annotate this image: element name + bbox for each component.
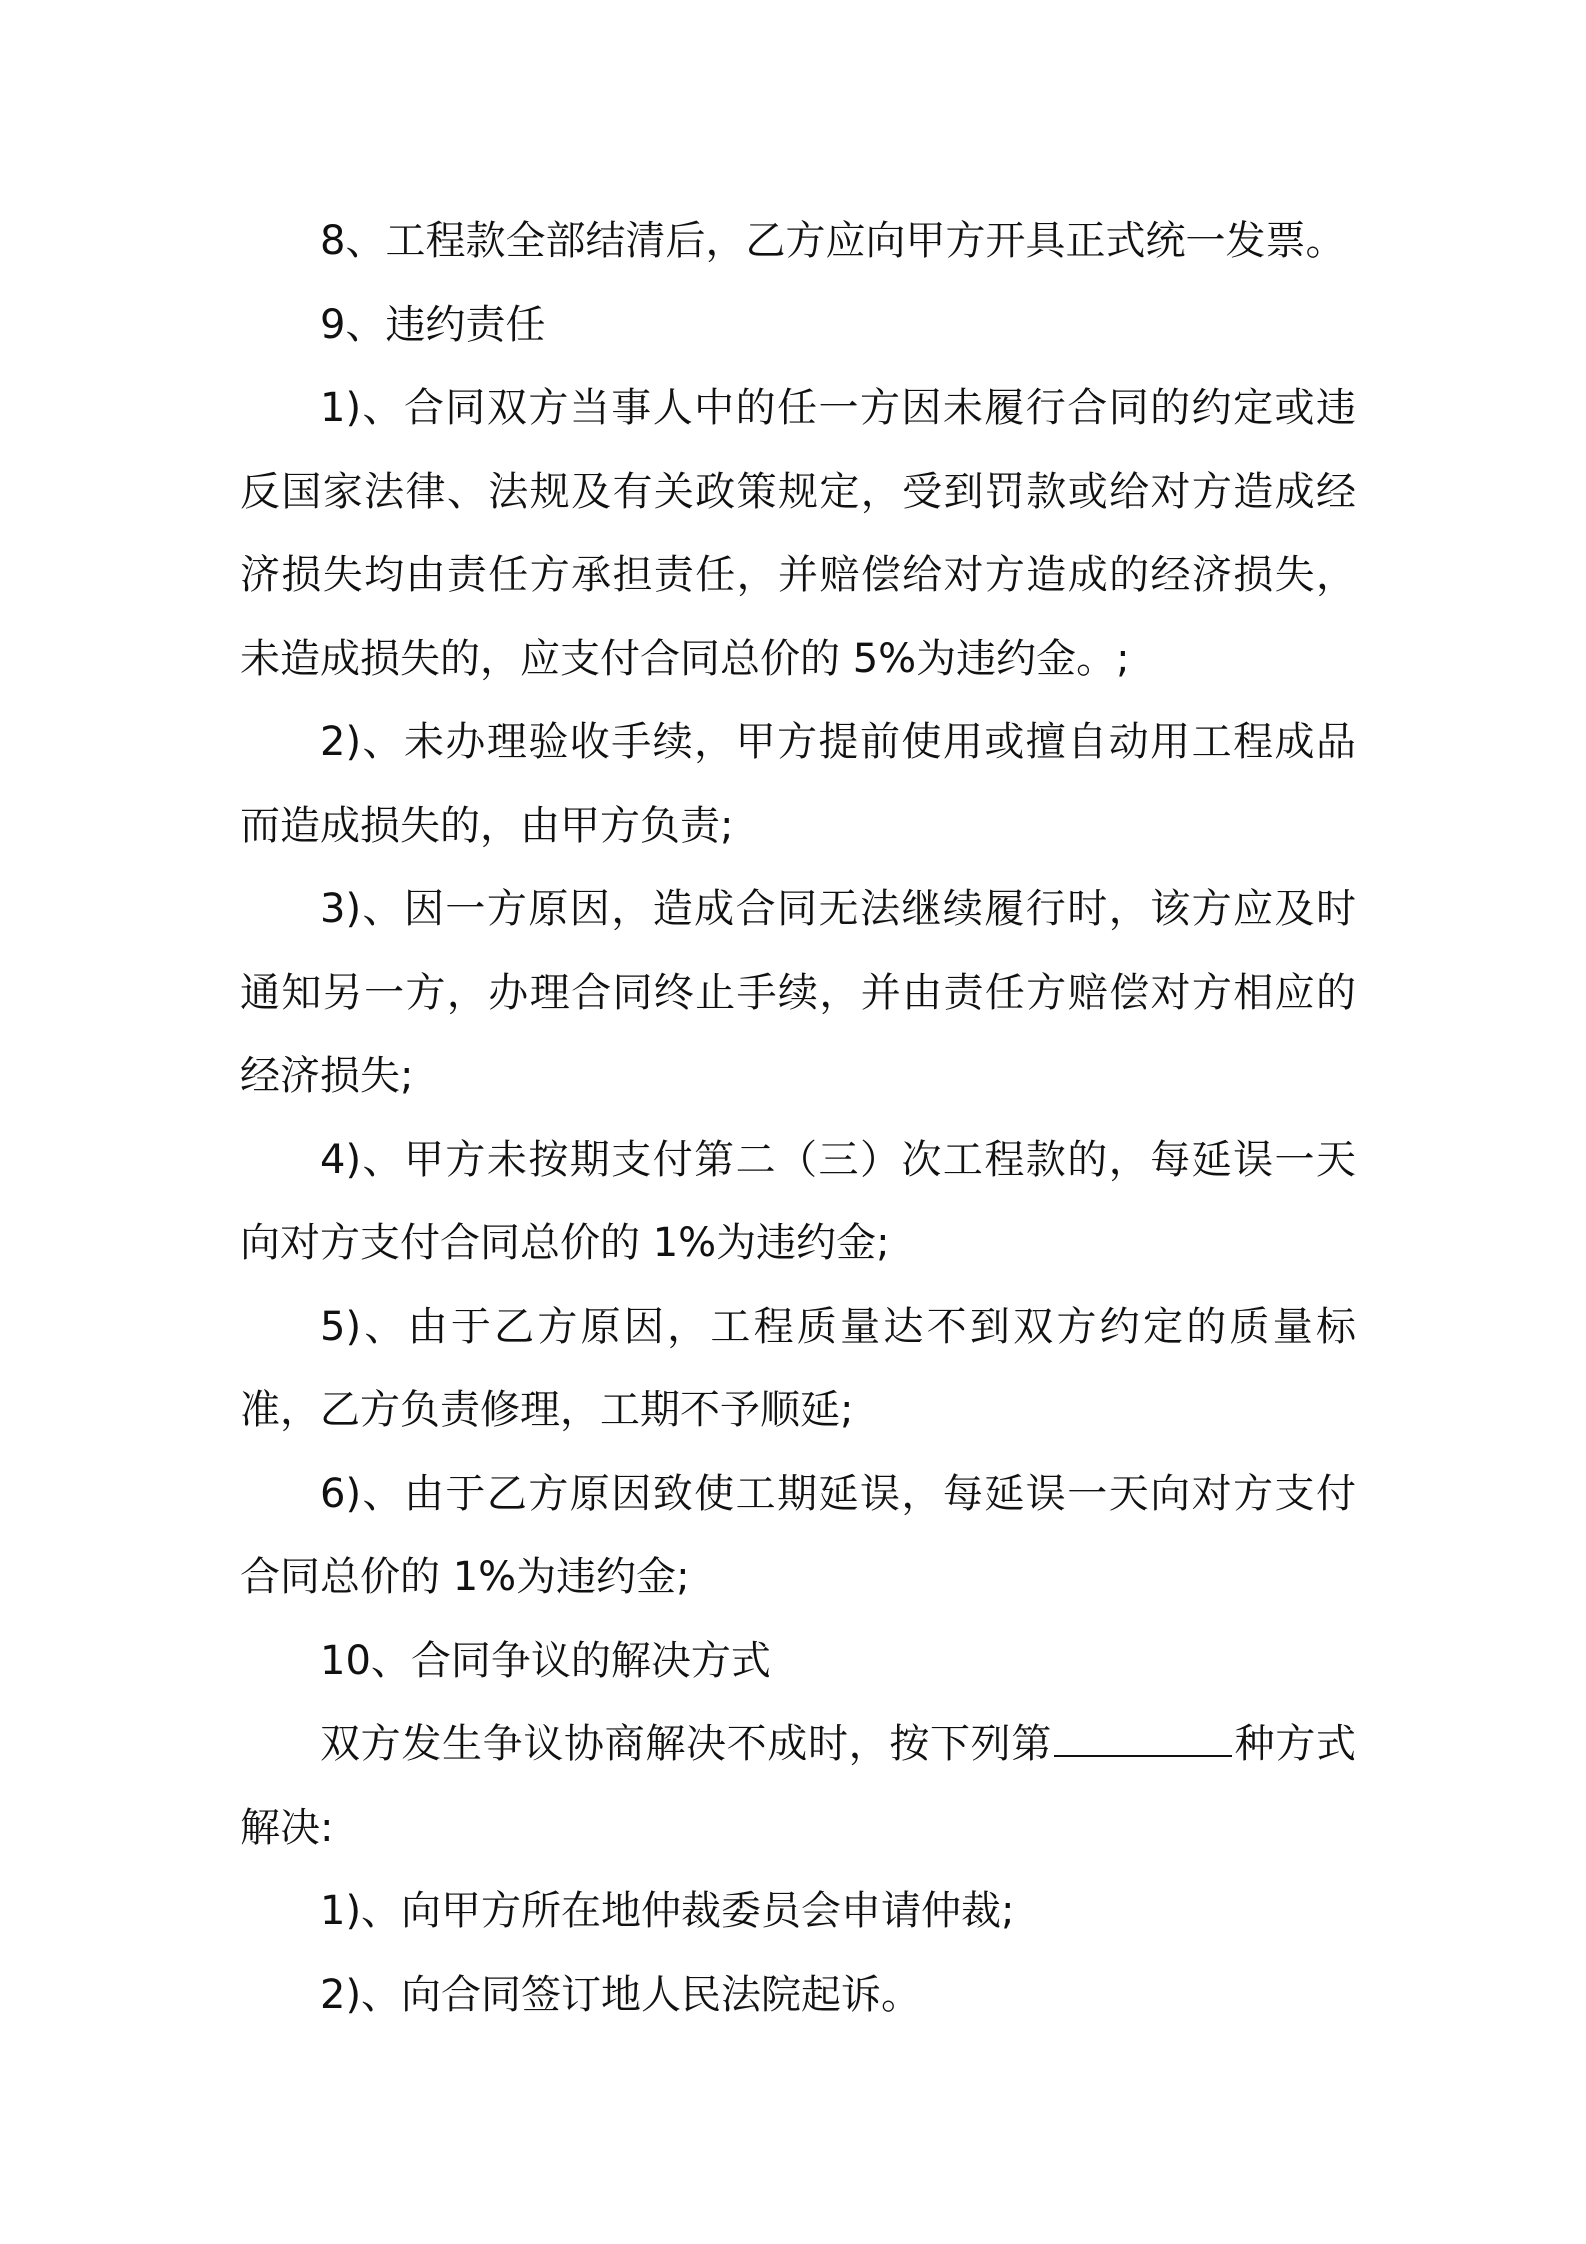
fill-in-blank [1054, 1721, 1232, 1757]
clause-9-item-4: 4)、甲方未按期支付第二（三）次工程款的，每延误一天向对方支付合同总价的 1%为违约金; [240, 1136, 1356, 1266]
clause-10-heading: 10、合同争议的解决方式 [320, 1637, 771, 1684]
clause-9-item-6: 6)、由于乙方原因致使工期延误，每延误一天向对方支付合同总价的 1%为违约金; [240, 1470, 1356, 1600]
document-body [240, 200, 1356, 2037]
clause-10-intro [240, 1703, 1356, 1870]
clause-10-item-2: 2)、向合同签订地人民法院起诉。 [320, 1971, 922, 2018]
clause-9-item-2: 2)、未办理验收手续，甲方提前使用或擅自动用工程成品而造成损失的，由甲方负责; [240, 719, 1356, 849]
clause-9-item-3: 3)、因一方原因，造成合同无法继续履行时，该方应及时通知另一方，办理合同终止手续，并由责任方赔偿对方相应的经济损失; [240, 886, 1356, 1099]
clause-8: 8、工程款全部结清后，乙方应向甲方开具正式统一发票。 [320, 218, 1346, 264]
clause-9-item-1: 1)、合同双方当事人中的任一方因未履行合同的约定或违反国家法律、法规及有关政策规定，受到罚款或给对方造成经济损失均由责任方承担责任，并赔偿给对方造成的经济损失，未造成损失的，应支付合同总价的 5%为违约金。; [240, 385, 1356, 682]
clause-9-heading: 9、违约责任 [320, 301, 546, 348]
clause-10-item-1: 1)、向甲方所在地仲裁委员会申请仲裁; [320, 1888, 1015, 1934]
clause-10-intro-before: 双方发生争议协商解决不成时，按下列第 [320, 1721, 1052, 1767]
clause-10-intro-after: 种方式解决: [240, 1721, 1357, 1851]
clause-9-item-5: 5)、由于乙方原因，工程质量达不到双方约定的质量标准，乙方负责修理，工期不予顺延; [240, 1303, 1356, 1433]
